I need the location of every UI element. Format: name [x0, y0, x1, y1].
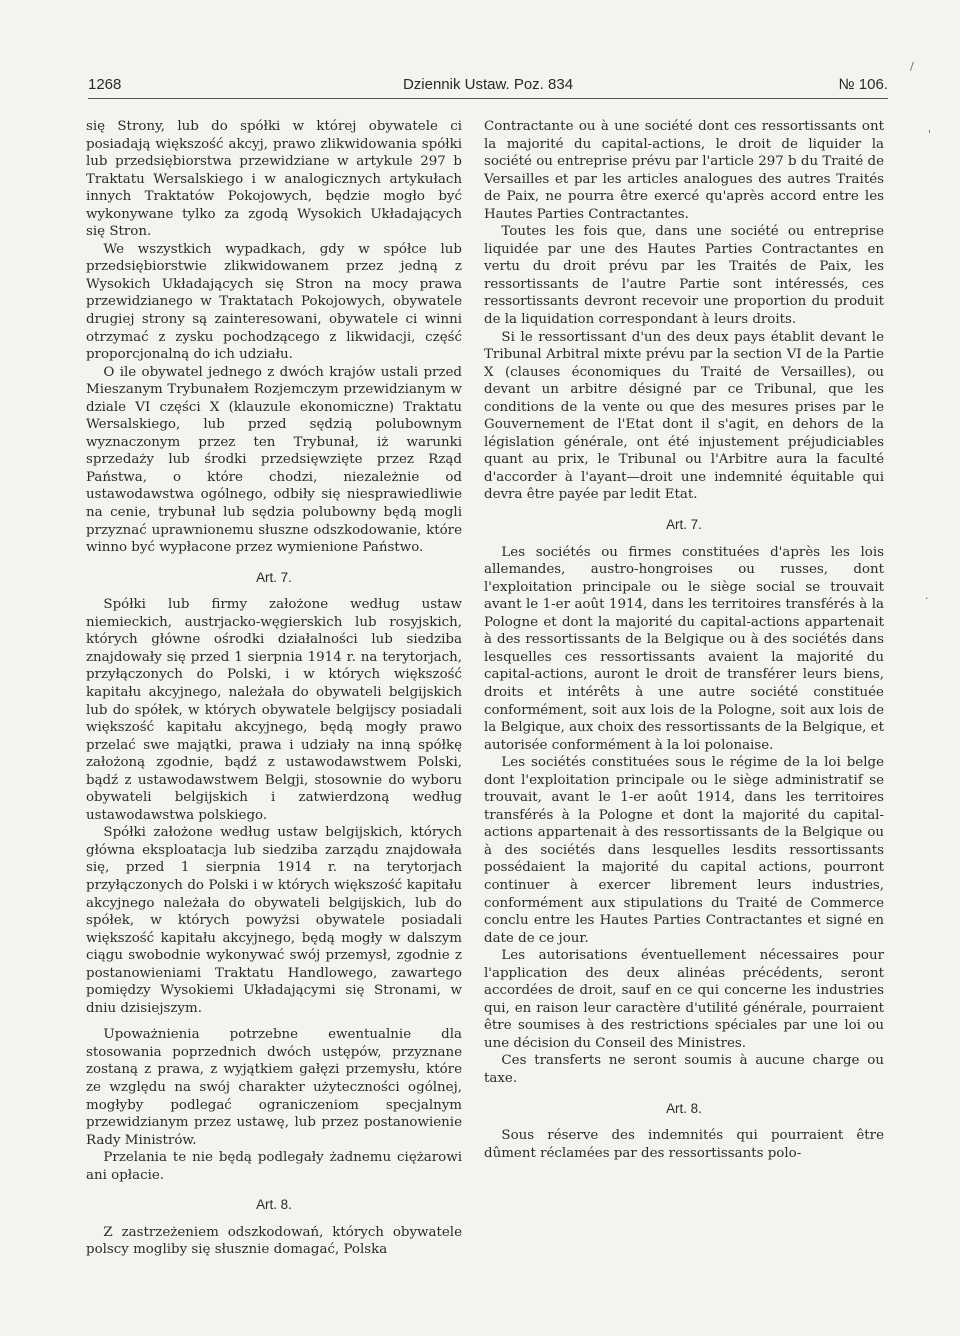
- scan-mark: ': [928, 128, 932, 141]
- article-heading: Art. 7.: [256, 569, 292, 585]
- paragraph: Ces transferts ne seront soumis à aucune charge ou taxe.: [484, 1053, 884, 1086]
- paragraph: Les autorisations éventuellement nécessaires pour l'application des deux alinéas précédents, seront accordées de droit, sauf en ce qui concerne les industries qui, en raison leur caractère d'utilité générale, pourraient être soumises à des restrictions spéciales par une loi ou une décision du Conseil des Ministres.: [484, 948, 884, 1051]
- paragraph: Spółki założone według ustaw belgijskich, których główna eksploatacja lub siedziba zarządu znajdowała się, przed 1 sierpnia 1914 r. na terytorjach przyłączonych do Polski i w których większość kapitału akcyjnego należała do obywateli belgijskich, lub do spółek, w których powyżsi obywatele posiadali większość kapitału akcyjnego, będą mogły w dalszym ciągu swobodnie wykonywać swój przemysł, zgodnie z postanowieniami Traktatu Handlowego, zawartego pomiędzy Wysokiemi Układającymi się Stronami, w dniu dzisiejszym.: [86, 825, 462, 1016]
- paragraph: się Strony, lub do spółki w której obywatele ci posiadają większość akcyj, prawo zlikwidowania spółki lub przedsiębiorstwa przewidziane w artykule 297 b Traktatu Wersalskiego i w analogicznych artykułach innych Traktatów Pokojowych, będzie mogło być wykonywane tylko za zgodą Wysokich Układających się Stron.: [86, 119, 462, 240]
- page-number: 1268: [88, 76, 122, 93]
- paragraph: Toutes les fois que, dans une société ou entreprise liquidée par une des Hautes Parties Contractantes en vertu du droit prévu par les Traités de Paix, les ressortissants de l'autre Partie sont intéressés, ces ressortissants devront recevoir une proportion du produit de la liquidation correspondant à leurs droits.: [484, 224, 884, 328]
- paragraph: Contractante ou à une société dont ces ressortissants ont la majorité du capital-actions, le droit de liquider la société ou entreprise prévu par l'article 297 b du Traité de Versailles et par les articles analogues des autres Traités de Paix, ne pourra être exercé qu'après accord entre les Hautes Parties Contractantes.: [484, 119, 884, 222]
- paragraph: Les sociétés constituées sous le régime de la loi belge dont l'exploitation principale ou le siège administratif se trouvait, avant le 1-er août 1914, dans les territoires transférés à la Pologne et dont la majorité du capital-actions appartenait à des ressortissants de la Belgique ou à des sociétés dans lesquelles lesdits ressortissants possédaient la majorité du capital actions, pourront continuer à exercer librement leurs industries, conformément aux stipulations du Traité de Commerce conclu entre les Hautes Parties Contractantes et signé en date de ce jour.: [484, 755, 884, 946]
- paragraph: Z zastrzeżeniem odszkodowań, których obywatele polscy mogliby się słusznie domagać, Polska: [86, 1224, 462, 1258]
- french-column: [484, 118, 884, 1162]
- paragraph: Przelania te nie będą podlegały żadnemu ciężarowi ani opłacie.: [86, 1150, 462, 1183]
- issue-number: № 106.: [838, 76, 888, 93]
- journal-title: Dziennik Ustaw. Poz. 834: [402, 76, 574, 93]
- page-header: [88, 76, 888, 99]
- paragraph: Si le ressortissant d'un des deux pays établit devant le Tribunal Arbitral mixte prévu par la section VI de la Partie X (clauses économiques du Traité de Versailles), ou devant un arbitre désigné par ce Tribunal, que les conditions de la vente ou que des mesures prises par le Gouvernement de l'Etat dont il s'agit, en dehors de la législation générale, ont été injustement préjudiciables quant au prix, le Tribunal ou l'Arbitre aura la faculté d'accorder à l'ayant—droit une indemnité équitable qui devra être payée par ledit Etat.: [484, 329, 884, 503]
- article-heading: Art. 8.: [666, 1100, 702, 1116]
- paragraph: We wszystkich wypadkach, gdy w spółce lub przedsiębiorstwie zlikwidowanem przez jedną z Wysokich Układających się Stron na mocy prawa przewidzianego w Traktatach Pokojowych, obywatele drugiej strony są zainteresowani, obywatele ci winni otrzymać z zysku pochodzącego z likwidacji, część proporcjonalną do ich udziału.: [86, 241, 462, 363]
- paragraph: Sous réserve des indemnités qui pourraient être dûment réclamées par des ressortissants polo-: [484, 1128, 884, 1161]
- paragraph: Spółki lub firmy założone według ustaw niemieckich, austrjacko-węgierskich lub rosyjskich, których główne ośrodki działalności lub siedziba znajdowały się przed 1 sierpnia 1914 r. na terytorjach, przyłączonych do Polski, i w których większość kapitału akcyjnego, należała do obywateli belgijskich lub do spółek, w których obywatele belgijscy posiadali większość kapitału akcyjnego, będą mogły prawo przelać swe majątki, prawa i udziały na inną spółkę założoną zgodnie, bądź z ustawodawstwem Polski, bądź z ustawodawstwem Belgji, stosownie do wyboru obywateli belgijskich i zatwierdzoną według ustawodawstwa polskiego.: [86, 597, 462, 823]
- article-heading: Art. 8.: [256, 1197, 292, 1213]
- article-heading: Art. 7.: [666, 517, 702, 533]
- paragraph: Les sociétés ou firmes constituées d'après les lois allemandes, austro-hongroises ou russes, dont l'exploitation principale ou le siège social se trouvait avant le 1-er août 1914, dans les territoires transférés à la Pologne et dont la majorité du capital-actions appartenait à des ressortissants de la Belgique ou à des sociétés dans lesquelles ces ressortissants avaient la majorité du capital-actions, auront le droit de transférer leurs biens, droits et intérêts à une autre société constituée conformément, soit aux lois de la Pologne, soit aux lois de la Belgique, aux choix des ressortissants de la Belgique, et autorisée conformément à la loi polonaise.: [484, 544, 884, 753]
- scan-mark: /: [910, 60, 914, 73]
- polish-column: [86, 118, 462, 1259]
- paragraph: Upoważnienia potrzebne ewentualnie dla stosowania poprzednich dwóch ustępów, przyznane zostaną z prawa, z wyjątkiem gałęzi przemysłu, które ze względu na swój charakter użyteczności ogólnej, mogłyby podlegać ograniczeniom specjalnym przewidzianym przez ustawę, lub przez postanowienie Rady Ministrów.: [86, 1027, 462, 1148]
- paragraph: O ile obywatel jednego z dwóch krajów ustali przed Mieszanym Trybunałem Rozjemczym przewidzianym w dziale VI części X (klauzule ekonomiczne) Traktatu Wersalskiego, lub przed sędzią polubownym wyznaczonym przez ten Trybunał, iż warunki sprzedaży lub środki przedsięwzięte przez Rząd Państwa, o które chodzi, niezależnie od ustawodawstwa ogólnego, odbiły się niesprawiedliwie na cenie, trybunał lub sędzia polubowny będą mogli przyznać uprawnionemu słuszne odszkodowanie, które winno być wypłacone przez wymienione Państwo.: [86, 364, 462, 556]
- scan-mark: ·: [925, 592, 929, 605]
